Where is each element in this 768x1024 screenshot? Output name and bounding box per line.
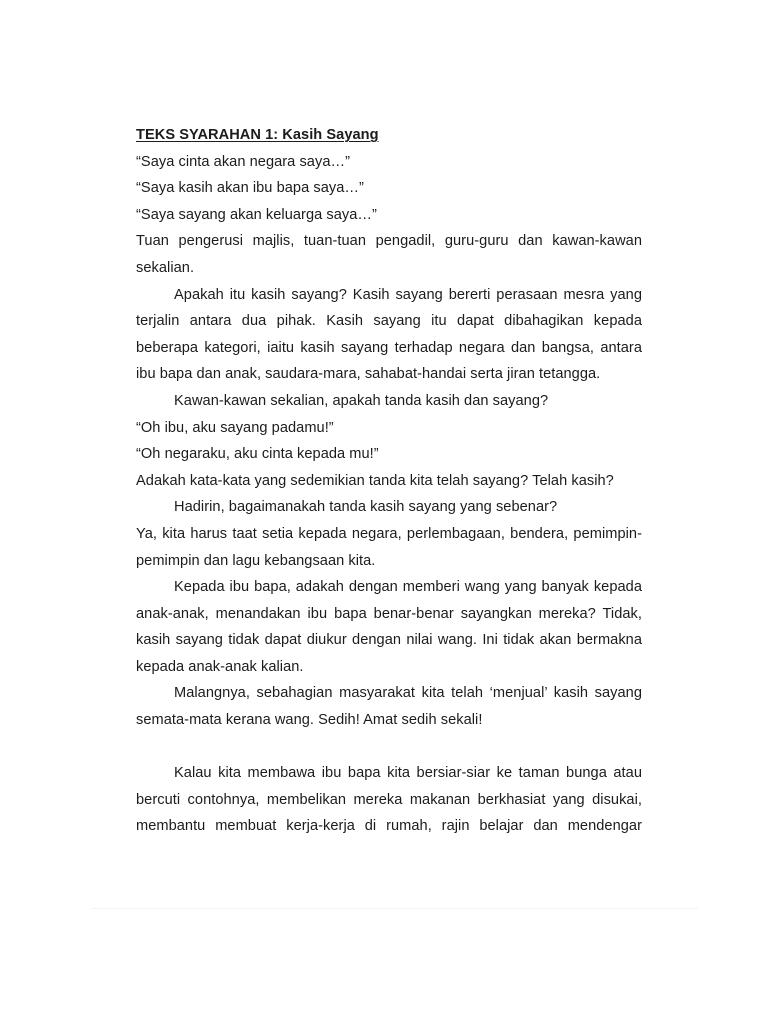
text-line: bercuti contohnya, membelikan mereka makanan berkhasiat yang disukai, xyxy=(136,791,642,808)
text-line: “Oh ibu, aku sayang padamu!” xyxy=(136,419,334,436)
text-line: “Saya sayang akan keluarga saya…” xyxy=(136,206,377,223)
text-line: beberapa kategori, iaitu kasih sayang terhadap negara dan bangsa, antara xyxy=(136,339,642,356)
text-line: pemimpin dan lagu kebangsaan kita. xyxy=(136,552,376,569)
page-edge-shadow xyxy=(92,908,698,909)
text-line: Kalau kita membawa ibu bapa kita bersiar-siar ke taman bunga atau xyxy=(174,765,642,782)
text-line: kasih sayang tidak dapat diukur dengan nilai wang. Ini tidak akan bermakna xyxy=(136,632,642,649)
text-line: kepada anak-anak kalian. xyxy=(136,658,304,675)
text-line: sekalian. xyxy=(136,259,195,276)
text-line: ibu bapa dan anak, saudara-mara, sahabat-handai serta jiran tetangga. xyxy=(136,366,601,383)
text-line: Adakah kata-kata yang sedemikian tanda kita telah sayang? Telah kasih? xyxy=(136,472,614,489)
text-line: “Saya cinta akan negara saya…” xyxy=(136,153,351,170)
speech-text xyxy=(136,122,642,840)
text-line: Ya, kita harus taat setia kepada negara, perlembagaan, bendera, pemimpin- xyxy=(136,525,642,542)
text-line: Tuan pengerusi majlis, tuan-tuan pengadil, guru-guru dan kawan-kawan xyxy=(136,233,642,250)
text-line: anak-anak, menandakan ibu bapa benar-benar sayangkan mereka? Tidak, xyxy=(136,605,642,622)
text-line: Hadirin, bagaimanakah tanda kasih sayang yang sebenar? xyxy=(174,499,558,516)
text-line: “Saya kasih akan ibu bapa saya…” xyxy=(136,180,364,197)
text-line: terjalin antara dua pihak. Kasih sayang itu dapat dibahagikan kepada xyxy=(136,313,642,330)
text-line: membantu membuat kerja-kerja di rumah, rajin belajar dan mendengar xyxy=(136,818,642,835)
text-line: Apakah itu kasih sayang? Kasih sayang bererti perasaan mesra yang xyxy=(174,286,642,303)
page-title: TEKS SYARAHAN 1: Kasih Sayang xyxy=(136,127,379,143)
text-line: Kepada ibu bapa, adakah dengan memberi wang yang banyak kepada xyxy=(174,579,642,596)
text-line: semata-mata kerana wang. Sedih! Amat sedih sekali! xyxy=(136,712,483,729)
paragraph-gap xyxy=(136,734,642,761)
text-line: “Oh negaraku, aku cinta kepada mu!” xyxy=(136,446,379,463)
text-line: Kawan-kawan sekalian, apakah tanda kasih dan sayang? xyxy=(174,392,549,409)
text-line: Malangnya, sebahagian masyarakat kita telah ‘menjual’ kasih sayang xyxy=(174,685,642,702)
